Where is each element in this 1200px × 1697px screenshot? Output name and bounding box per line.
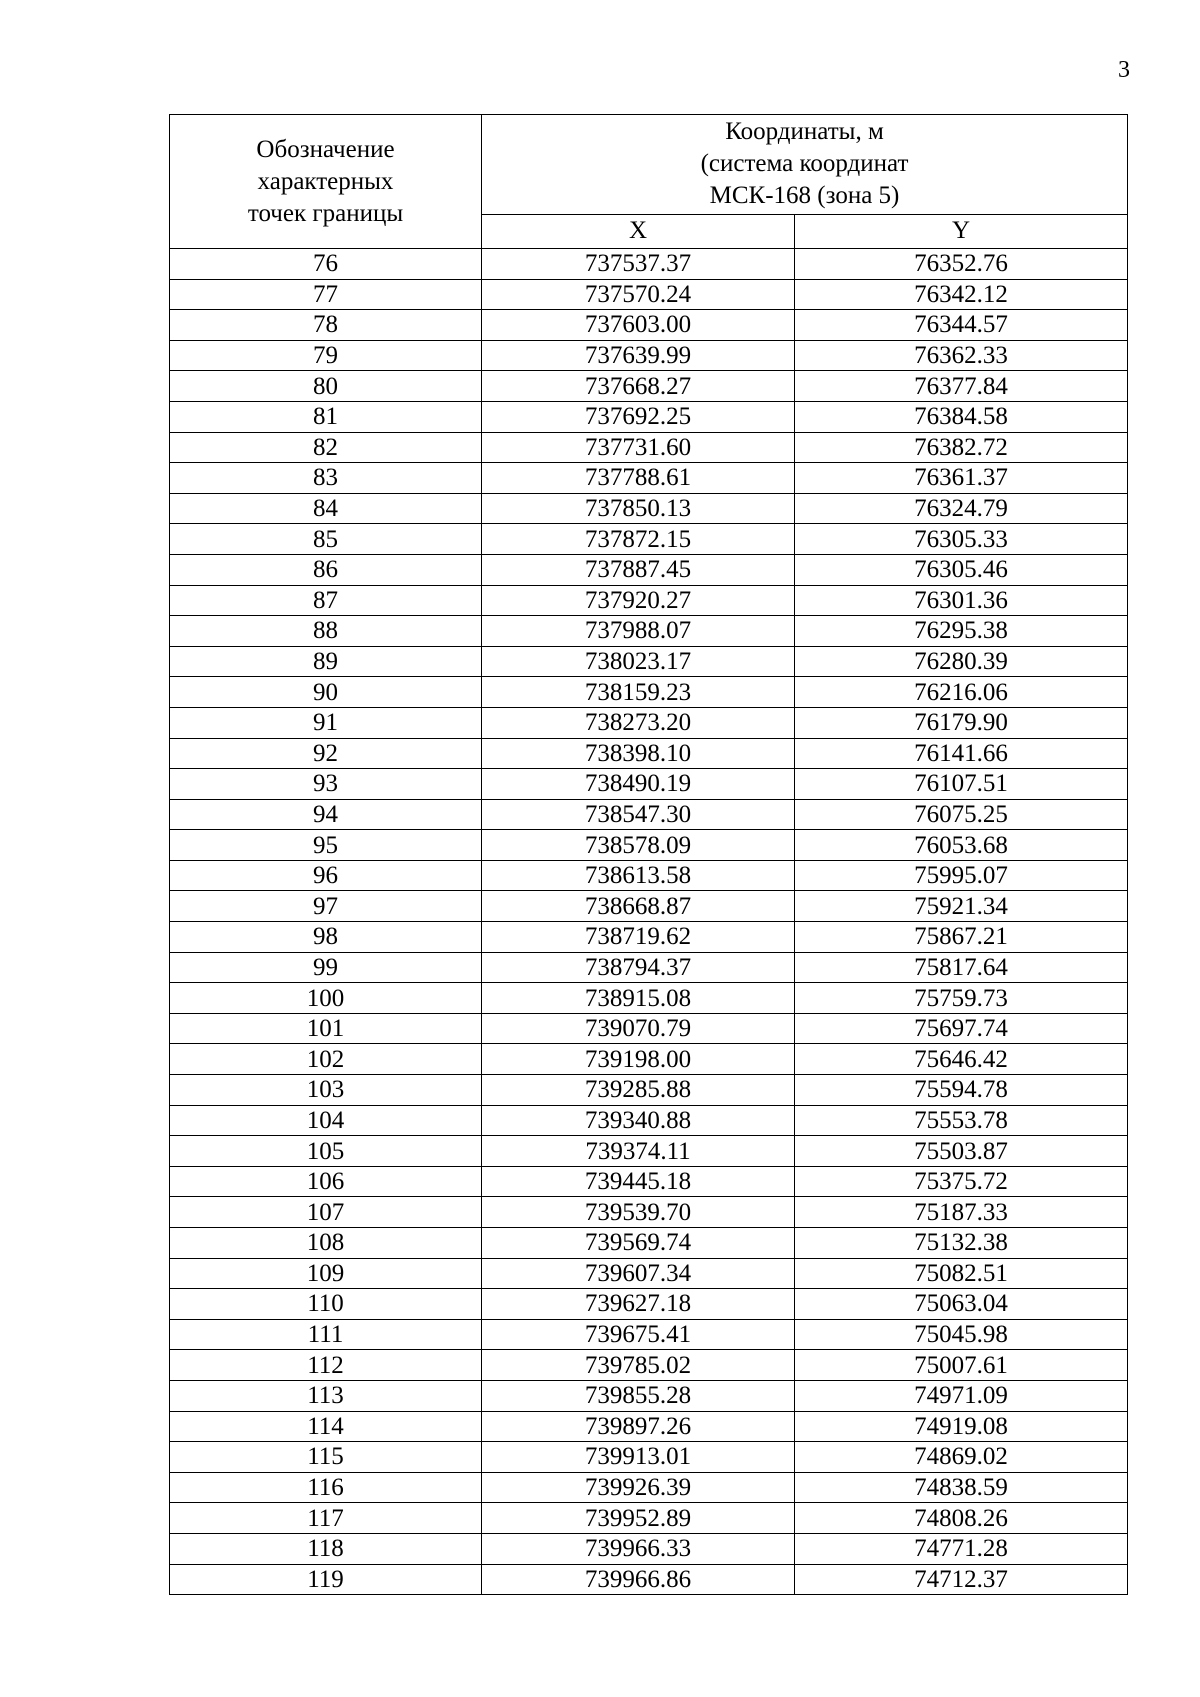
x-coordinate-cell: 739340.88 [482, 1105, 795, 1136]
x-coordinate-cell: 738668.87 [482, 891, 795, 922]
x-coordinate-cell: 737537.37 [482, 249, 795, 280]
point-id-cell: 78 [170, 310, 482, 341]
y-coordinate-cell: 76280.39 [795, 646, 1128, 677]
table-row [170, 860, 1128, 891]
table-row [170, 799, 1128, 830]
header-coordinates [482, 115, 1128, 215]
header-designation [170, 115, 482, 249]
point-id-cell: 112 [170, 1350, 482, 1381]
x-coordinate-cell: 739952.89 [482, 1503, 795, 1534]
y-coordinate-cell: 76107.51 [795, 769, 1128, 800]
point-id-cell: 113 [170, 1380, 482, 1411]
y-coordinate-cell: 75759.73 [795, 983, 1128, 1014]
table-row [170, 738, 1128, 769]
point-id-cell: 103 [170, 1075, 482, 1106]
y-coordinate-cell: 74838.59 [795, 1472, 1128, 1503]
table-body [170, 249, 1128, 1595]
table-row [170, 1228, 1128, 1259]
table-row [170, 524, 1128, 555]
header-designation-line: Обозначение [256, 135, 395, 163]
x-coordinate-cell: 739607.34 [482, 1258, 795, 1289]
table-row [170, 769, 1128, 800]
point-id-cell: 84 [170, 493, 482, 524]
header-designation-line: точек границы [247, 199, 404, 227]
point-id-cell: 105 [170, 1136, 482, 1167]
x-coordinate-cell: 738273.20 [482, 707, 795, 738]
x-coordinate-cell: 739627.18 [482, 1289, 795, 1320]
x-coordinate-cell: 739445.18 [482, 1166, 795, 1197]
y-coordinate-cell: 75553.78 [795, 1105, 1128, 1136]
x-coordinate-cell: 738490.19 [482, 769, 795, 800]
table-row [170, 1319, 1128, 1350]
point-id-cell: 90 [170, 677, 482, 708]
point-id-cell: 85 [170, 524, 482, 555]
point-id-cell: 76 [170, 249, 482, 280]
table-row [170, 922, 1128, 953]
y-coordinate-cell: 76053.68 [795, 830, 1128, 861]
table-row [170, 1442, 1128, 1473]
y-coordinate-cell: 75045.98 [795, 1319, 1128, 1350]
point-id-cell: 81 [170, 401, 482, 432]
point-id-cell: 96 [170, 860, 482, 891]
y-coordinate-cell: 75187.33 [795, 1197, 1128, 1228]
table-header [170, 115, 1128, 249]
table-row [170, 463, 1128, 494]
table-row [170, 1350, 1128, 1381]
x-coordinate-cell: 739966.86 [482, 1564, 795, 1595]
page-number: 3 [1118, 57, 1130, 83]
point-id-cell: 89 [170, 646, 482, 677]
table-row [170, 493, 1128, 524]
point-id-cell: 80 [170, 371, 482, 402]
y-coordinate-cell: 76301.36 [795, 585, 1128, 616]
x-coordinate-cell: 739926.39 [482, 1472, 795, 1503]
x-coordinate-cell: 738023.17 [482, 646, 795, 677]
y-coordinate-cell: 76352.76 [795, 249, 1128, 280]
table-row [170, 1136, 1128, 1167]
y-coordinate-cell: 74771.28 [795, 1533, 1128, 1564]
x-coordinate-cell: 737788.61 [482, 463, 795, 494]
coordinates-table [169, 114, 1128, 1595]
x-coordinate-cell: 738794.37 [482, 952, 795, 983]
x-coordinate-cell: 737850.13 [482, 493, 795, 524]
y-coordinate-cell: 76344.57 [795, 310, 1128, 341]
x-coordinate-cell: 739913.01 [482, 1442, 795, 1473]
x-coordinate-cell: 739785.02 [482, 1350, 795, 1381]
x-coordinate-cell: 738915.08 [482, 983, 795, 1014]
x-coordinate-cell: 737570.24 [482, 279, 795, 310]
x-coordinate-cell: 739569.74 [482, 1228, 795, 1259]
table-row [170, 1258, 1128, 1289]
point-id-cell: 116 [170, 1472, 482, 1503]
table-row [170, 891, 1128, 922]
point-id-cell: 95 [170, 830, 482, 861]
point-id-cell: 97 [170, 891, 482, 922]
x-coordinate-cell: 739198.00 [482, 1044, 795, 1075]
y-coordinate-cell: 75503.87 [795, 1136, 1128, 1167]
y-coordinate-cell: 75132.38 [795, 1228, 1128, 1259]
table-row [170, 310, 1128, 341]
x-coordinate-cell: 737603.00 [482, 310, 795, 341]
point-id-cell: 87 [170, 585, 482, 616]
point-id-cell: 94 [170, 799, 482, 830]
x-coordinate-cell: 737872.15 [482, 524, 795, 555]
point-id-cell: 79 [170, 340, 482, 371]
point-id-cell: 99 [170, 952, 482, 983]
header-coordinates-line: МСК-168 (зона 5) [709, 182, 900, 210]
y-coordinate-cell: 75697.74 [795, 1013, 1128, 1044]
header-designation-line: характерных [257, 167, 394, 195]
table-row [170, 340, 1128, 371]
table-row [170, 1411, 1128, 1442]
point-id-cell: 107 [170, 1197, 482, 1228]
x-coordinate-cell: 737668.27 [482, 371, 795, 402]
table-row [170, 1472, 1128, 1503]
y-coordinate-cell: 74919.08 [795, 1411, 1128, 1442]
x-coordinate-cell: 739675.41 [482, 1319, 795, 1350]
point-id-cell: 104 [170, 1105, 482, 1136]
table-row [170, 707, 1128, 738]
y-coordinate-cell: 75867.21 [795, 922, 1128, 953]
table-row [170, 677, 1128, 708]
y-coordinate-cell: 75646.42 [795, 1044, 1128, 1075]
table-row [170, 1013, 1128, 1044]
table-row [170, 1044, 1128, 1075]
x-coordinate-cell: 738547.30 [482, 799, 795, 830]
table-row [170, 1197, 1128, 1228]
y-coordinate-cell: 76382.72 [795, 432, 1128, 463]
x-coordinate-cell: 739070.79 [482, 1013, 795, 1044]
x-coordinate-cell: 739966.33 [482, 1533, 795, 1564]
point-id-cell: 119 [170, 1564, 482, 1595]
table-row [170, 1289, 1128, 1320]
y-coordinate-cell: 75007.61 [795, 1350, 1128, 1381]
point-id-cell: 82 [170, 432, 482, 463]
table-row [170, 554, 1128, 585]
table-row [170, 983, 1128, 1014]
table-row [170, 432, 1128, 463]
x-coordinate-cell: 739539.70 [482, 1197, 795, 1228]
table-row [170, 371, 1128, 402]
table-row [170, 830, 1128, 861]
table-row [170, 1105, 1128, 1136]
y-coordinate-cell: 75921.34 [795, 891, 1128, 922]
header-coordinates-line: (система координат [700, 150, 909, 178]
point-id-cell: 92 [170, 738, 482, 769]
x-coordinate-cell: 739374.11 [482, 1136, 795, 1167]
y-coordinate-cell: 74712.37 [795, 1564, 1128, 1595]
table-row [170, 646, 1128, 677]
table-row [170, 616, 1128, 647]
point-id-cell: 115 [170, 1442, 482, 1473]
point-id-cell: 102 [170, 1044, 482, 1075]
y-coordinate-cell: 75817.64 [795, 952, 1128, 983]
point-id-cell: 111 [170, 1319, 482, 1350]
table-row [170, 1503, 1128, 1534]
table-row [170, 1380, 1128, 1411]
point-id-cell: 114 [170, 1411, 482, 1442]
table-row [170, 249, 1128, 280]
y-coordinate-cell: 74971.09 [795, 1380, 1128, 1411]
y-coordinate-cell: 76295.38 [795, 616, 1128, 647]
header-x: X [482, 214, 795, 248]
table-row [170, 952, 1128, 983]
point-id-cell: 98 [170, 922, 482, 953]
x-coordinate-cell: 737920.27 [482, 585, 795, 616]
point-id-cell: 93 [170, 769, 482, 800]
table-row [170, 1564, 1128, 1595]
point-id-cell: 77 [170, 279, 482, 310]
table-row [170, 585, 1128, 616]
y-coordinate-cell: 76141.66 [795, 738, 1128, 769]
x-coordinate-cell: 738578.09 [482, 830, 795, 861]
y-coordinate-cell: 76324.79 [795, 493, 1128, 524]
point-id-cell: 86 [170, 554, 482, 585]
y-coordinate-cell: 76361.37 [795, 463, 1128, 494]
y-coordinate-cell: 75995.07 [795, 860, 1128, 891]
point-id-cell: 83 [170, 463, 482, 494]
y-coordinate-cell: 76216.06 [795, 677, 1128, 708]
point-id-cell: 101 [170, 1013, 482, 1044]
y-coordinate-cell: 74808.26 [795, 1503, 1128, 1534]
y-coordinate-cell: 76342.12 [795, 279, 1128, 310]
x-coordinate-cell: 737988.07 [482, 616, 795, 647]
x-coordinate-cell: 737639.99 [482, 340, 795, 371]
x-coordinate-cell: 737692.25 [482, 401, 795, 432]
y-coordinate-cell: 76179.90 [795, 707, 1128, 738]
point-id-cell: 118 [170, 1533, 482, 1564]
x-coordinate-cell: 738398.10 [482, 738, 795, 769]
point-id-cell: 117 [170, 1503, 482, 1534]
point-id-cell: 88 [170, 616, 482, 647]
point-id-cell: 108 [170, 1228, 482, 1259]
x-coordinate-cell: 738159.23 [482, 677, 795, 708]
x-coordinate-cell: 738719.62 [482, 922, 795, 953]
y-coordinate-cell: 76377.84 [795, 371, 1128, 402]
point-id-cell: 106 [170, 1166, 482, 1197]
header-coordinates-line: Координаты, м [725, 118, 884, 146]
x-coordinate-cell: 738613.58 [482, 860, 795, 891]
table-row [170, 1166, 1128, 1197]
y-coordinate-cell: 76305.33 [795, 524, 1128, 555]
y-coordinate-cell: 74869.02 [795, 1442, 1128, 1473]
y-coordinate-cell: 75063.04 [795, 1289, 1128, 1320]
table-row [170, 1075, 1128, 1106]
point-id-cell: 91 [170, 707, 482, 738]
y-coordinate-cell: 75375.72 [795, 1166, 1128, 1197]
x-coordinate-cell: 737731.60 [482, 432, 795, 463]
x-coordinate-cell: 739897.26 [482, 1411, 795, 1442]
header-y: Y [795, 214, 1128, 248]
x-coordinate-cell: 739285.88 [482, 1075, 795, 1106]
y-coordinate-cell: 76305.46 [795, 554, 1128, 585]
y-coordinate-cell: 76362.33 [795, 340, 1128, 371]
table-row [170, 1533, 1128, 1564]
point-id-cell: 100 [170, 983, 482, 1014]
table-row [170, 279, 1128, 310]
point-id-cell: 110 [170, 1289, 482, 1320]
point-id-cell: 109 [170, 1258, 482, 1289]
y-coordinate-cell: 76075.25 [795, 799, 1128, 830]
x-coordinate-cell: 739855.28 [482, 1380, 795, 1411]
y-coordinate-cell: 75594.78 [795, 1075, 1128, 1106]
table-row [170, 401, 1128, 432]
y-coordinate-cell: 75082.51 [795, 1258, 1128, 1289]
y-coordinate-cell: 76384.58 [795, 401, 1128, 432]
x-coordinate-cell: 737887.45 [482, 554, 795, 585]
